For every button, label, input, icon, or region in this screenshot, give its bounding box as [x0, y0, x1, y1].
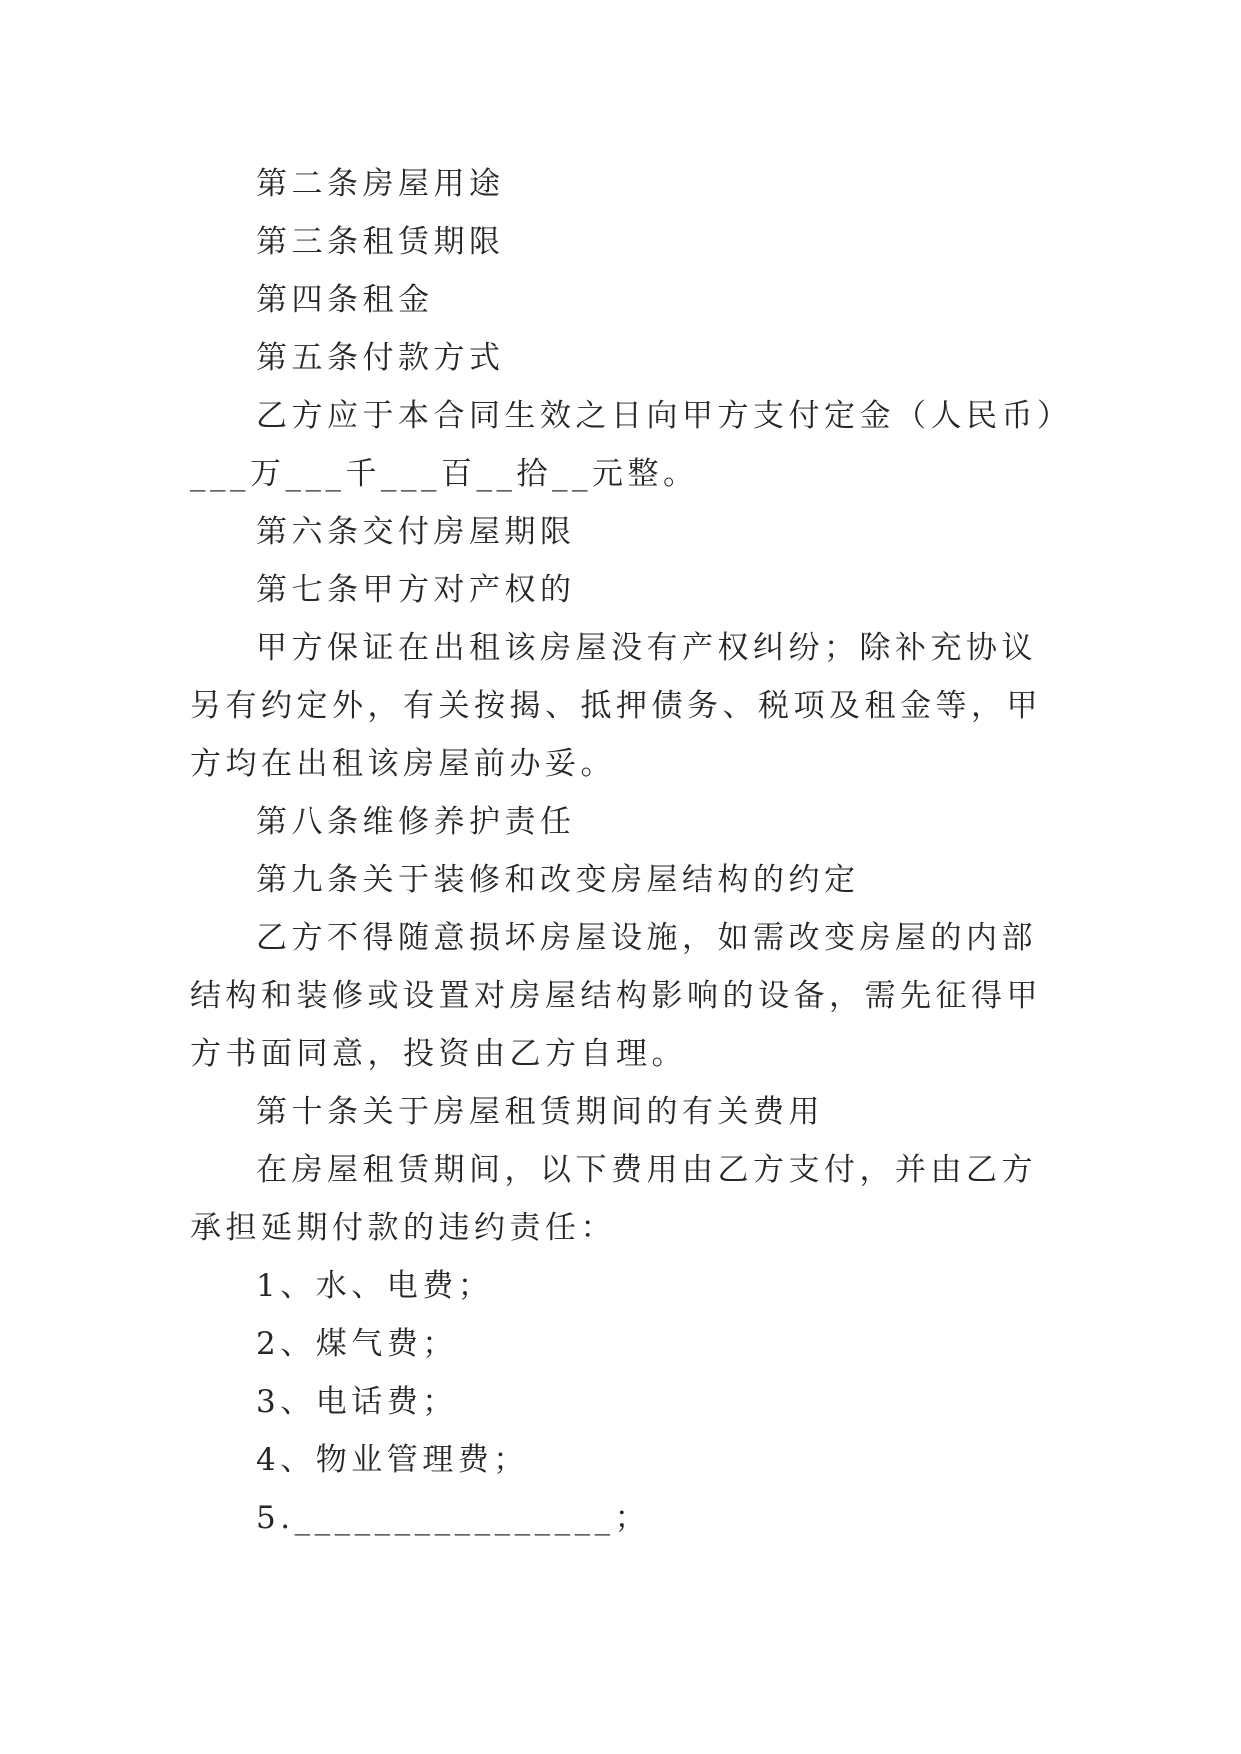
clause-heading-3: 第三条租赁期限: [256, 224, 505, 260]
fees-paragraph: 在房屋租赁期间，以下费用由乙方支付，并由乙方承担延期付款的违约责任：: [190, 1152, 1037, 1246]
fee-item-2: 2、煤气费；: [256, 1326, 458, 1362]
clause-heading-5: 第五条付款方式: [256, 340, 505, 376]
deposit-paragraph: 乙方应于本合同生效之日向甲方支付定金（人民币）___万___千___百__拾__元整。: [190, 398, 1057, 492]
fee-item-5: 5.________________；: [256, 1500, 651, 1536]
renovation-paragraph: 乙方不得随意损坏房屋设施，如需改变房屋的内部结构和装修或设置对房屋结构影响的设备，需先征得甲方书面同意，投资由乙方自理。: [190, 920, 1042, 1072]
clause-heading-6: 第六条交付房屋期限: [256, 514, 576, 550]
clause-heading-10: 第十条关于房屋租赁期间的有关费用: [256, 1094, 824, 1130]
clause-heading-2: 第二条房屋用途: [256, 166, 505, 202]
clause-heading-7: 第七条甲方对产权的: [256, 572, 576, 608]
fee-item-3: 3、电话费；: [256, 1384, 458, 1420]
clause-heading-4: 第四条租金: [256, 282, 434, 318]
clause-heading-8: 第八条维修养护责任: [256, 804, 576, 840]
fee-item-1: 1、水、电费；: [256, 1268, 494, 1304]
property-rights-paragraph: 甲方保证在出租该房屋没有产权纠纷；除补充协议另有约定外，有关按揭、抵押债务、税项及租金等，甲方均在出租该房屋前办妥。: [190, 630, 1042, 782]
clause-heading-9: 第九条关于装修和改变房屋结构的约定: [256, 862, 860, 898]
fee-item-4: 4、物业管理费；: [256, 1442, 529, 1478]
document-body: [190, 155, 1060, 1547]
